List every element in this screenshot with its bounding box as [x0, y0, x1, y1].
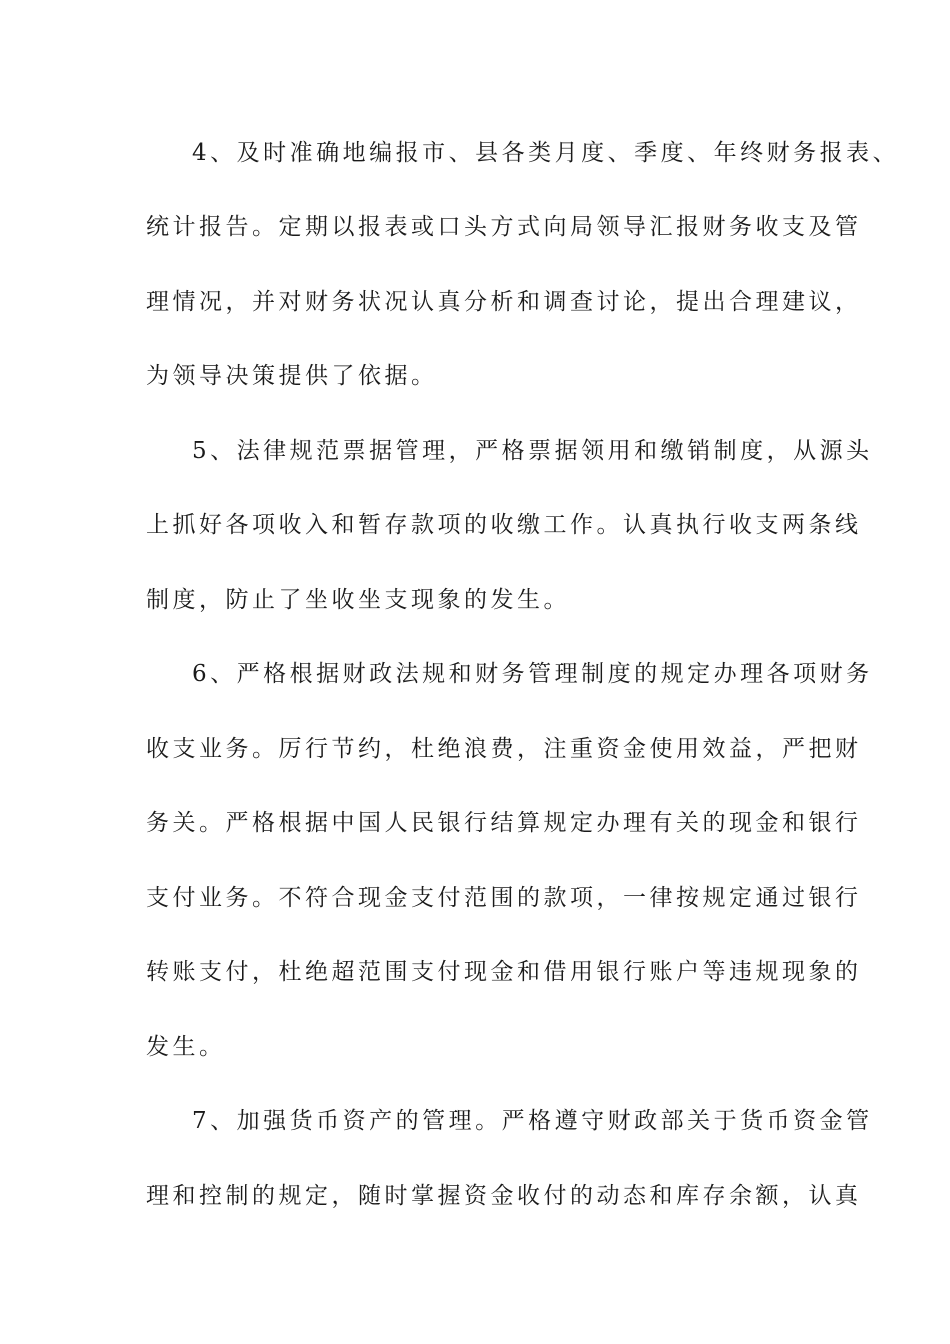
paragraph-5-line-1: 5、法律规范票据管理，严格票据领用和缴销制度，从源头 — [192, 438, 873, 464]
paragraph-5-line-3: 制度，防止了坐收坐支现象的发生。 — [146, 587, 570, 613]
paragraph-6-line-6: 发生。 — [146, 1034, 226, 1060]
paragraph-6-line-4: 支付业务。不符合现金支付范围的款项，一律按规定通过银行 — [146, 885, 862, 911]
paragraph-5-line-2: 上抓好各项收入和暂存款项的收缴工作。认真执行收支两条线 — [146, 512, 862, 538]
paragraph-4-line-4: 为领导决策提供了依据。 — [146, 363, 438, 389]
paragraph-6-line-5: 转账支付，杜绝超范围支付现金和借用银行账户等违规现象的 — [146, 959, 862, 985]
paragraph-6-line-2: 收支业务。厉行节约，杜绝浪费，注重资金使用效益，严把财 — [146, 736, 862, 762]
paragraph-4-line-1: 4、及时准确地编报市、县各类月度、季度、年终财务报表、 — [192, 140, 900, 166]
paragraph-7-line-1: 7、加强货币资产的管理。严格遵守财政部关于货币资金管 — [192, 1108, 873, 1134]
paragraph-4-line-2: 统计报告。定期以报表或口头方式向局领导汇报财务收支及管 — [146, 214, 862, 240]
paragraph-7-line-2: 理和控制的规定，随时掌握资金收付的动态和库存余额，认真 — [146, 1183, 862, 1209]
paragraph-6-line-1: 6、严格根据财政法规和财务管理制度的规定办理各项财务 — [192, 661, 873, 687]
paragraph-4-line-3: 理情况，并对财务状况认真分析和调查讨论，提出合理建议， — [146, 289, 862, 315]
paragraph-6-line-3: 务关。严格根据中国人民银行结算规定办理有关的现金和银行 — [146, 810, 862, 836]
